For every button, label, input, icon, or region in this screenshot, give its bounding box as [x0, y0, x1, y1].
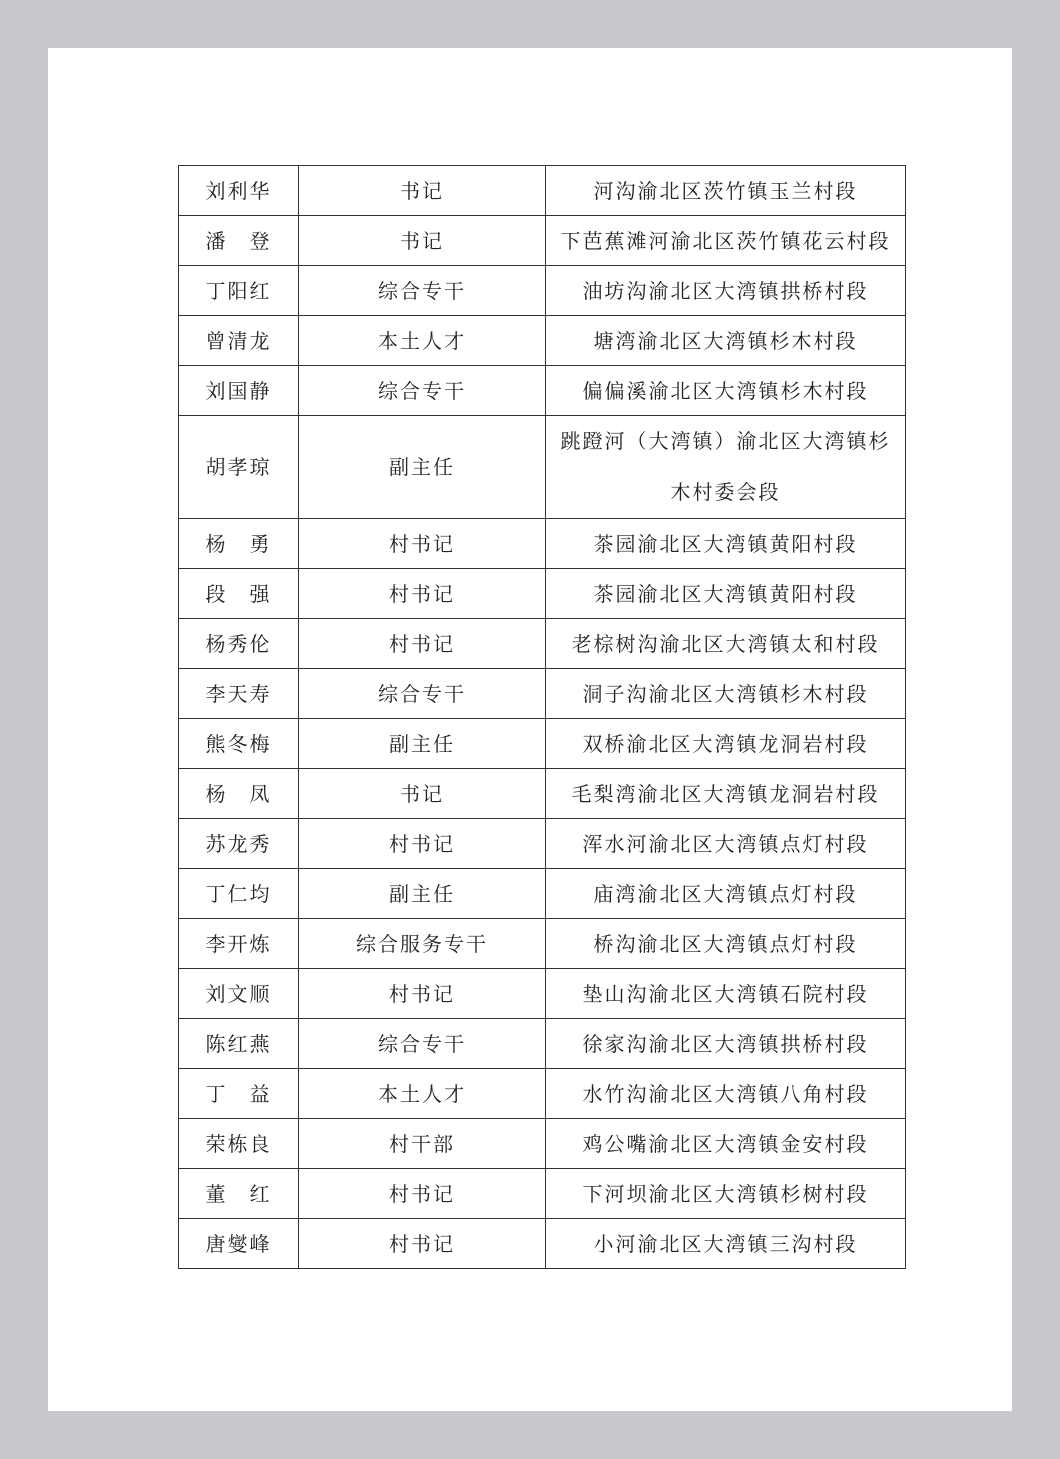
river-segment-cell: 双桥渝北区大湾镇龙洞岩村段 [546, 719, 906, 769]
name-cell: 陈红燕 [179, 1019, 299, 1069]
role-cell: 村书记 [299, 819, 546, 869]
role-cell: 村书记 [299, 619, 546, 669]
name-cell: 李天寿 [179, 669, 299, 719]
role-cell: 副主任 [299, 416, 546, 519]
name-cell: 李开炼 [179, 919, 299, 969]
river-segment-cell: 庙湾渝北区大湾镇点灯村段 [546, 869, 906, 919]
role-cell: 村书记 [299, 519, 546, 569]
name-cell: 荣栋良 [179, 1119, 299, 1169]
river-segment-cell: 垫山沟渝北区大湾镇石院村段 [546, 969, 906, 1019]
role-cell: 综合专干 [299, 1019, 546, 1069]
river-segment-cell: 洞子沟渝北区大湾镇杉木村段 [546, 669, 906, 719]
river-segment-cell: 桥沟渝北区大湾镇点灯村段 [546, 919, 906, 969]
role-cell: 村书记 [299, 1169, 546, 1219]
table-row [179, 366, 906, 416]
name-cell: 刘国静 [179, 366, 299, 416]
table-row [179, 166, 906, 216]
river-segment-cell: 徐家沟渝北区大湾镇拱桥村段 [546, 1019, 906, 1069]
river-segment-cell: 塘湾渝北区大湾镇杉木村段 [546, 316, 906, 366]
role-cell: 本土人才 [299, 316, 546, 366]
name-cell: 杨 勇 [179, 519, 299, 569]
river-segment-cell: 毛梨湾渝北区大湾镇龙洞岩村段 [546, 769, 906, 819]
role-cell: 综合专干 [299, 366, 546, 416]
river-segment-cell: 水竹沟渝北区大湾镇八角村段 [546, 1069, 906, 1119]
table-row [179, 519, 906, 569]
name-cell: 段 强 [179, 569, 299, 619]
document-page [48, 48, 1012, 1411]
name-cell: 熊冬梅 [179, 719, 299, 769]
river-segment-cell: 茶园渝北区大湾镇黄阳村段 [546, 519, 906, 569]
river-chief-table [178, 165, 906, 1269]
role-cell: 书记 [299, 769, 546, 819]
table-row [179, 1219, 906, 1269]
name-cell: 曾清龙 [179, 316, 299, 366]
role-cell: 综合专干 [299, 669, 546, 719]
role-cell: 副主任 [299, 869, 546, 919]
table-row [179, 569, 906, 619]
table-row [179, 719, 906, 769]
name-cell: 丁仁均 [179, 869, 299, 919]
table-row [179, 416, 906, 519]
table-row [179, 1069, 906, 1119]
name-cell: 刘文顺 [179, 969, 299, 1019]
role-cell: 村书记 [299, 1219, 546, 1269]
role-cell: 书记 [299, 166, 546, 216]
role-cell: 综合专干 [299, 266, 546, 316]
name-cell: 丁阳红 [179, 266, 299, 316]
river-segment-cell: 偏偏溪渝北区大湾镇杉木村段 [546, 366, 906, 416]
role-cell: 本土人才 [299, 1069, 546, 1119]
role-cell: 副主任 [299, 719, 546, 769]
table-row [179, 1019, 906, 1069]
table-row [179, 969, 906, 1019]
table-row [179, 266, 906, 316]
river-segment-cell: 河沟渝北区茨竹镇玉兰村段 [546, 166, 906, 216]
name-cell: 董 红 [179, 1169, 299, 1219]
name-cell: 丁 益 [179, 1069, 299, 1119]
table-row [179, 669, 906, 719]
river-segment-cell: 鸡公嘴渝北区大湾镇金安村段 [546, 1119, 906, 1169]
name-cell: 胡孝琼 [179, 416, 299, 519]
role-cell: 村书记 [299, 569, 546, 619]
river-segment-cell: 下芭蕉滩河渝北区茨竹镇花云村段 [546, 216, 906, 266]
river-segment-cell: 老棕树沟渝北区大湾镇太和村段 [546, 619, 906, 669]
table-row [179, 919, 906, 969]
table-row [179, 619, 906, 669]
river-segment-cell: 茶园渝北区大湾镇黄阳村段 [546, 569, 906, 619]
table-row [179, 1169, 906, 1219]
table-row [179, 1119, 906, 1169]
name-cell: 杨秀伦 [179, 619, 299, 669]
role-cell: 书记 [299, 216, 546, 266]
name-cell: 杨 凤 [179, 769, 299, 819]
table-row [179, 869, 906, 919]
role-cell: 村干部 [299, 1119, 546, 1169]
table-row [179, 819, 906, 869]
name-cell: 苏龙秀 [179, 819, 299, 869]
role-cell: 村书记 [299, 969, 546, 1019]
river-segment-cell: 浑水河渝北区大湾镇点灯村段 [546, 819, 906, 869]
river-segment-cell: 油坊沟渝北区大湾镇拱桥村段 [546, 266, 906, 316]
river-segment-cell: 跳蹬河（大湾镇）渝北区大湾镇杉木村委会段 [546, 416, 906, 519]
table-row [179, 216, 906, 266]
role-cell: 综合服务专干 [299, 919, 546, 969]
river-segment-cell: 下河坝渝北区大湾镇杉树村段 [546, 1169, 906, 1219]
river-segment-cell: 小河渝北区大湾镇三沟村段 [546, 1219, 906, 1269]
name-cell: 唐燮峰 [179, 1219, 299, 1269]
name-cell: 刘利华 [179, 166, 299, 216]
name-cell: 潘 登 [179, 216, 299, 266]
table-row [179, 769, 906, 819]
table-row [179, 316, 906, 366]
